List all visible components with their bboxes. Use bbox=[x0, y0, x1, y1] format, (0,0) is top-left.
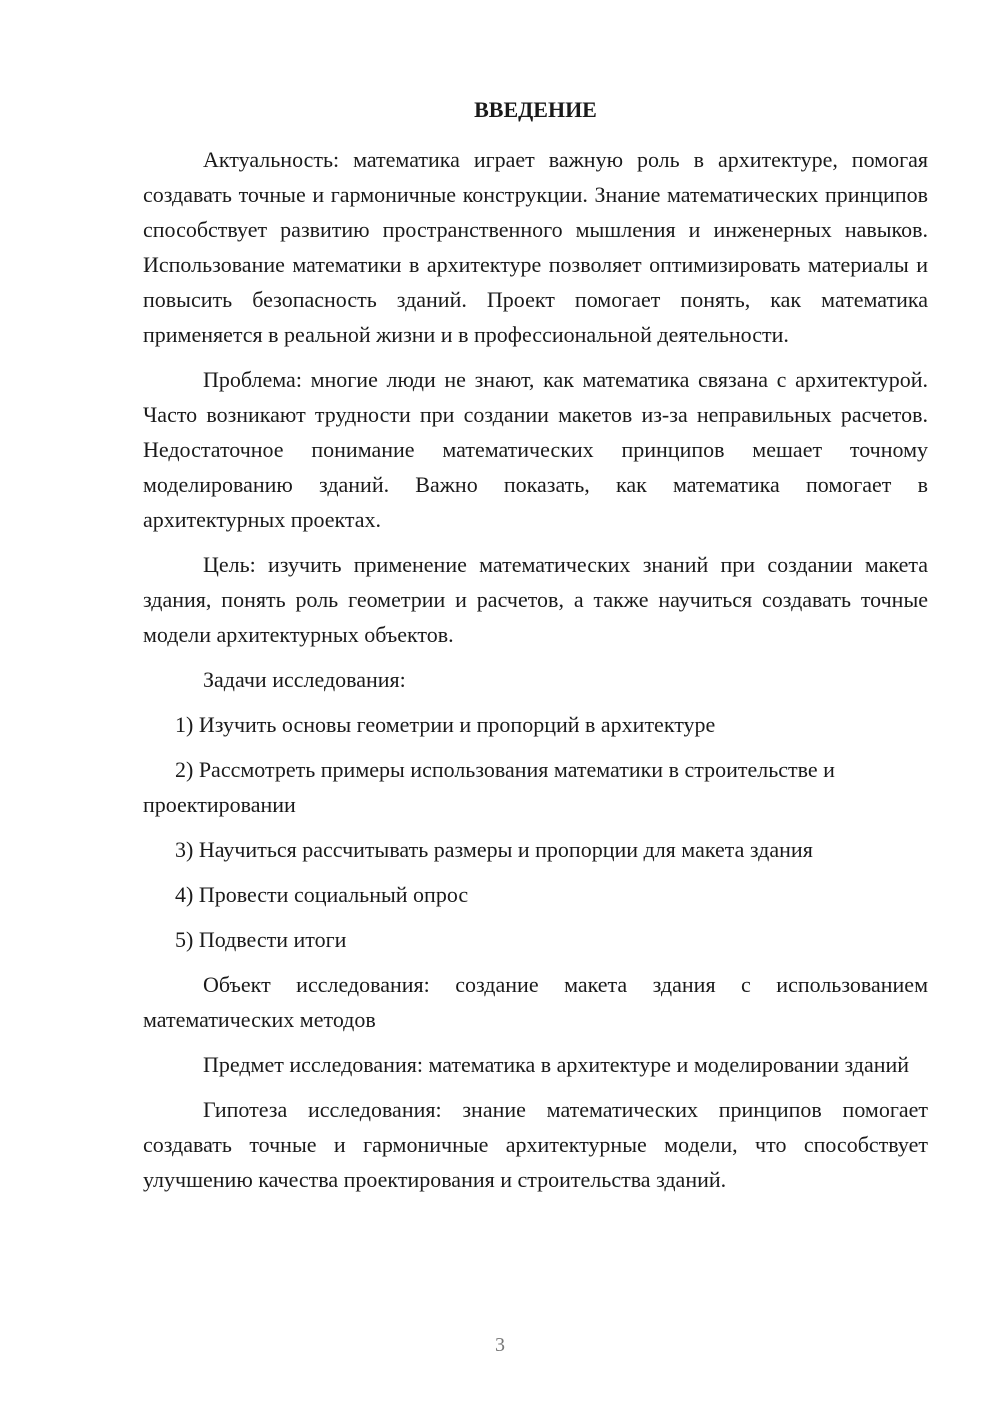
paragraph-subject: Предмет исследования: математика в архитектуре и моделировании зданий bbox=[203, 1052, 910, 1077]
paragraph-goal: Цель: изучить применение математических знаний при создании макета здания, понять роль геометрии и расчетов, а также научиться создавать точные модели архитектурных объектов. bbox=[143, 552, 928, 647]
page-number: 3 bbox=[495, 1334, 505, 1356]
task-item-1: 1) Изучить основы геометрии и пропорций в архитектуре bbox=[175, 712, 716, 737]
paragraph-object: Объект исследования: создание макета здания с использованием математических методов bbox=[143, 972, 928, 1032]
section-title: ВВЕДЕНИЕ bbox=[474, 97, 597, 122]
task-item-5: 5) Подвести итоги bbox=[175, 927, 347, 952]
task-item-4: 4) Провести социальный опрос bbox=[175, 882, 469, 907]
paragraph-tasks-heading: Задачи исследования: bbox=[203, 667, 406, 692]
document-body bbox=[143, 142, 928, 1207]
paragraph-hypothesis: Гипотеза исследования: знание математических принципов помогает создавать точные и гармоничные архитектурные модели, что способствует улучшению качества проектирования и строительства зданий. bbox=[143, 1097, 928, 1192]
paragraph-relevance: Актуальность: математика играет важную роль в архитектуре, помогая создавать точные и гармоничные конструкции. Знание математических принципов способствует развитию пространственного мышления и инженерных навыков. Использование математики в архитектуре позволяет оптимизировать материалы и повысить безопасность зданий. Проект помогает понять, как математика применяется в реальной жизни и в профессиональной деятельности. bbox=[143, 147, 928, 347]
task-item-2: 2) Рассмотреть примеры использования математики в строительстве и проектировании bbox=[143, 757, 835, 817]
task-item-3: 3) Научиться рассчитывать размеры и пропорции для макета здания bbox=[175, 837, 813, 862]
paragraph-problem: Проблема: многие люди не знают, как математика связана с архитектурой. Часто возникают трудности при создании макетов из-за неправильных расчетов. Недостаточное понимание математических принципов мешает точному моделированию зданий. Важно показать, как математика помогает в архитектурных проектах. bbox=[143, 367, 928, 532]
